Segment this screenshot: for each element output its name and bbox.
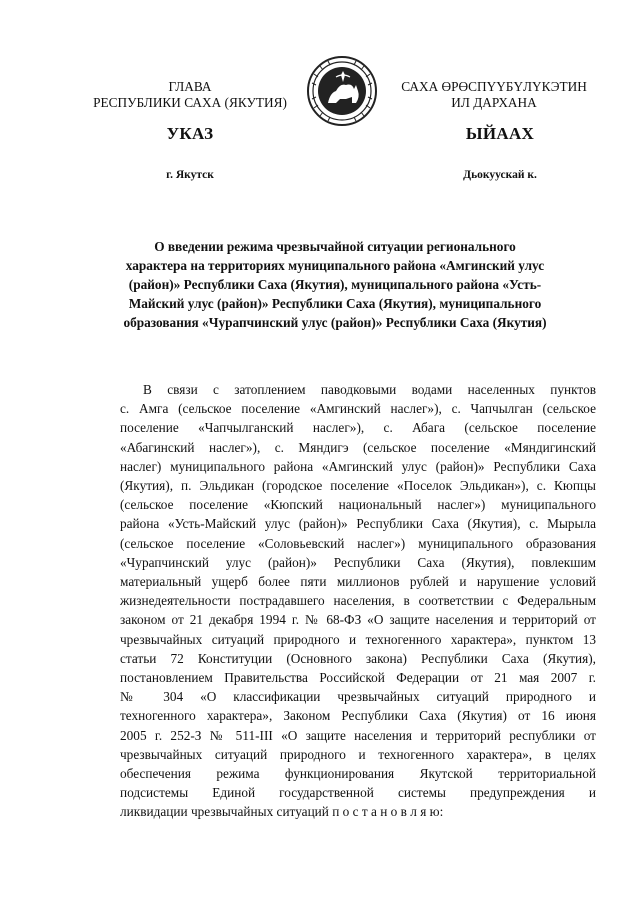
doc-type-russian: УКАЗ [166, 124, 214, 143]
body-line: техногенного характера», Законом Республики Саха (Якутия) от 16 июня [120, 708, 596, 724]
body-line: поселение «Чапчылганский наслег»), с. Абага (сельское поселение [120, 420, 596, 436]
body-line: чрезвычайных ситуаций природного и техногенного характера», в целях [120, 746, 596, 762]
body-line: В связи с затоплением паводковыми водами населенных пунктов [143, 382, 596, 397]
coat-of-arms-icon [306, 55, 378, 127]
doc-type-yakut: ЫЙААХ [465, 124, 535, 143]
body-line: «Абагинский наслег»), с. Мяндигэ (сельское поселение «Мяндигинский [120, 439, 596, 455]
body-line: законом от 21 декабря 1994 г. № 68-ФЗ «О защите населения и территорий от [120, 612, 596, 628]
title-line: О введении режима чрезвычайной ситуации регионального [154, 239, 516, 254]
body-line: обеспечения режима функционирования Якутской территориальной [120, 766, 596, 782]
body-line: 2005 г. 252-З № 511-III «О защите населения и территорий республики от [120, 727, 596, 743]
body-line: наслег) муниципального района «Амгинский улус (район)» Республики Саха [120, 458, 596, 474]
body-line: (сельское поселение «Соловьевский наслег») муниципального образования [120, 535, 596, 551]
body-line: района «Усть-Майский улус (район)» Республики Саха (Якутия), с. Мырыла [120, 516, 596, 532]
body-line: чрезвычайных ситуаций природного и техногенного характера», пунктом 13 [120, 631, 596, 647]
title-line: Майский улус (район)» Республики Саха (Якутия), муниципального [128, 296, 542, 311]
body-line: «Чурапчинский улус (район)» Республики Саха (Якутия), повлекшим [120, 554, 596, 570]
body-line: (сельское поселение «Кюпский национальный наслег») муниципального [120, 497, 596, 513]
body-line: (Якутия), п. Эльдикан (городское поселение «Поселок Эльдикан»), с. Кюпцы [120, 478, 596, 494]
body-line: ликвидации чрезвычайных ситуаций п о с т а н о в л я ю: [120, 804, 444, 820]
issuer-line: РЕСПУБЛИКИ САХА (ЯКУТИЯ) [93, 95, 287, 110]
decree-preamble [120, 380, 596, 822]
city-yakut: Дьокуускай к. [463, 169, 537, 181]
body-line: подсистемы Единой государственной системы предупреждения и [120, 785, 596, 801]
issuer-line: САХА ӨРӨСПҮҮБҮЛҮКЭТИН [401, 79, 587, 94]
issuer-line: ИЛ ДАРХАНА [451, 95, 537, 110]
title-line: (район)» Республики Саха (Якутия), муниципального района «Усть- [128, 277, 542, 292]
body-line: постановлением Правительства Российской Федерации от 21 мая 2007 г. [120, 670, 596, 686]
body-line: материальный ущерб более пяти миллионов рублей и нарушение условий [120, 574, 596, 590]
body-line: с. Амга (сельское поселение «Амгинский наслег»), с. Чапчылган (сельское [120, 401, 596, 417]
title-line: образования «Чурапчинский улус (район)» Республики Саха (Якутия) [123, 315, 547, 330]
issuer-line: ГЛАВА [168, 79, 212, 94]
body-line: № 304 «О классификации чрезвычайных ситуаций природного и [120, 689, 596, 705]
issuer-header-russian [70, 79, 310, 111]
body-line: статьи 72 Конституции (Основного закона) Республики Саха (Якутия), [120, 650, 596, 666]
body-line: жизнедеятельности пострадавшего населения, в соответствии с Федеральным [120, 593, 596, 609]
issuer-header-yakut [378, 79, 610, 111]
city-russian: г. Якутск [166, 169, 214, 181]
title-line: характера на территориях муниципального района «Амгинский улус [125, 258, 545, 273]
decree-title [70, 237, 600, 332]
